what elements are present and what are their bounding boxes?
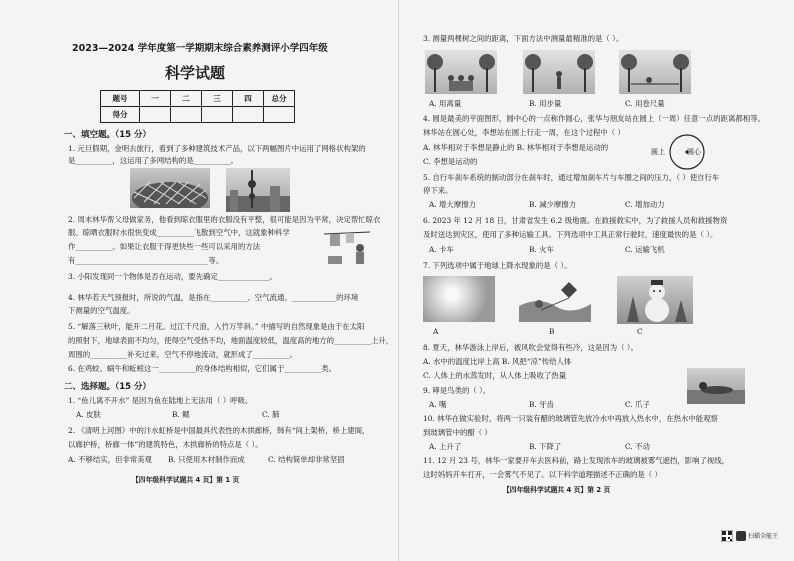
score-cell: 一 [140, 91, 171, 107]
q3-photo-c [619, 50, 691, 94]
text-line: 3. 小阳发现同一个物体是否在运动，要先确定______________。 [68, 272, 277, 281]
question-11-line: 11. 12 月 23 号，林华一家要开车去医科前，路上发现浓车的玻璃被雾气遮挡，影响了视线， [423, 456, 730, 465]
score-cell: 得分 [101, 107, 140, 123]
exam-header-title: 2023—2024 学年度第一学期期末综合素养测评小学四年级 [72, 43, 328, 54]
question-6-line: 6. 2023 年 12 月 18 日，甘肃省发生 6.2 级地震。在救援救实中，为了救援人员和救援物资 [423, 216, 728, 225]
text-line: 下测量的空气温度。 [68, 306, 135, 315]
question-11-line: 这时妈妈开车打开，一会雾气不见了。以下科学道理描述不正确的是（ ） [423, 470, 662, 479]
q10-option-a: A. 上升了 [429, 442, 462, 451]
q3-option-a: A. 用离量 [429, 99, 462, 108]
q3-option-b: B. 用步量 [529, 99, 562, 108]
text-line: 1. 元旦假期，金明去旅行，看到了多种建筑技术产品，以下两幅图片中运用了网格状构架的 [68, 144, 366, 153]
score-cell [140, 107, 171, 123]
right-page [399, 0, 794, 561]
snowman-icon [617, 276, 693, 324]
question-7: 7. 下列选项中属于地球上降水现象的是（ ）。 [423, 261, 572, 270]
score-cell: 总分 [264, 91, 295, 107]
question-9: 9. 哮是鸟类的（ ）。 [423, 386, 491, 395]
subject-title: 科学试题 [165, 64, 226, 82]
q6-option-b: B. 火车 [529, 245, 554, 254]
left-page-footer: 【四年级科学试题共 4 页】第 1 页 [132, 476, 240, 484]
kite-child-icon [519, 276, 591, 322]
section-fill-blank: 一、填空题。（15 分） [64, 130, 152, 140]
text-line: 有____________________________________等。 [68, 256, 224, 265]
circle-center-label: 圆心 [687, 148, 701, 156]
right-page-footer: 【四年级科学试题共 4 页】第 2 页 [503, 486, 611, 494]
text-line: 4. 林华若天气预报时，所说的气温，是指在__________、空气流通、____________的环境 [68, 293, 359, 302]
q2-option-a: A. 不够结实，但非常美观 [68, 455, 152, 464]
q6-option-c: C. 运输飞机 [625, 245, 665, 254]
q7-photo-kite [519, 276, 591, 322]
q9-option-b: B. 牙齿 [529, 400, 554, 409]
q1-option-a: A. 皮肤 [76, 410, 101, 419]
q7-option-c: C [637, 327, 643, 336]
question-4-line: C. 李想是运动的 [423, 157, 478, 166]
birds-nest-stadium-photo [130, 168, 210, 208]
score-cell [171, 107, 202, 123]
trees-walker-icon [523, 50, 595, 94]
q10-option-b: B. 下降了 [529, 442, 562, 451]
question-2-line: 以廊护桥，桥廊一体”的建筑特色，木拱廊桥的特点是（ ）。 [68, 440, 263, 449]
q5-option-b: B. 减少摩擦力 [529, 200, 577, 209]
q7-photo-sun [423, 276, 495, 322]
scanner-watermark [721, 530, 791, 542]
swimmer-icon [687, 368, 745, 404]
question-2-line: 2. 《清明上河图》中的汴水虹桥是中国最具代表性的木拱廊桥，韩有“间上架桥，桥上建阁， [68, 426, 370, 435]
watermark-text: 扫描全能王 [748, 533, 779, 540]
q5-option-c: C. 增加动力 [625, 200, 665, 209]
clothesline-icon [322, 226, 372, 268]
text-line: 作__________。如果让衣服干得更快些一些可以采用的方法 [68, 242, 261, 251]
q7-photo-snowman [617, 276, 693, 324]
score-cell: 三 [202, 91, 233, 107]
q10-option-c: C. 不动 [625, 442, 650, 451]
q3-option-c: C. 用卷尺量 [625, 99, 665, 108]
trees-people-icon [425, 50, 497, 94]
stadium-lattice-icon [130, 168, 210, 208]
q3-photo-a [425, 50, 497, 94]
question-4-line: 林华站在圆心处，李想站在圆上行走一周，在这个过程中（ ） [423, 128, 625, 137]
tower-skyline-icon [226, 168, 290, 212]
q6-option-a: A. 卡车 [429, 245, 454, 254]
q3-photo-b [523, 50, 595, 94]
text-line: 5. “解落三秋叶，能开二月花。过江千尺浪，入竹万竿斜。” 中描写的自然现象是由于在太阳 [68, 322, 365, 331]
circle-diagram [651, 132, 711, 172]
q9-option-c: C. 爪子 [625, 400, 650, 409]
score-table-row [101, 107, 295, 123]
q2-option-b: B. 只使用木材制作而成 [168, 455, 245, 464]
laundry-illustration [322, 226, 372, 268]
q2-option-c: C. 结构简单却非常坚固 [268, 455, 345, 464]
question-4-line: 4. 圆是最美的平面图形，圆中心的一点称作圆心，张华与朋友站在圆上（一周）任意一点的距离都相等。 [423, 114, 765, 123]
score-table [100, 90, 295, 123]
tv-tower-city-photo [226, 168, 290, 212]
score-cell [264, 107, 295, 123]
score-cell: 题号 [101, 91, 140, 107]
question-5-line: 5. 自行车刹车系统的制动部分在刹车时，通过增加刹车片与车圈之间的压力，（ ）使自行车 [423, 173, 720, 182]
score-cell [202, 107, 233, 123]
q7-option-b: B [549, 327, 555, 336]
q8-swimmer-photo [687, 368, 745, 404]
circle-outer-label: 圆上 [651, 148, 665, 156]
q5-option-a: A. 增大摩擦力 [429, 200, 476, 209]
score-cell: 四 [233, 91, 264, 107]
text-line: 的照射下，地球表面不均匀，使得空气受热不均，地面温度较低，温度高的地方的__________上升， [68, 336, 394, 345]
question-4-line: A. 林华相对于李想是静止的 B. 林华相对于李想是运动的 [423, 143, 609, 152]
q9-option-a: A. 嘴 [429, 400, 447, 409]
q1-option-c: C. 肺 [262, 410, 280, 419]
question-1: 1. “鱼儿离不开水” 是因为鱼在陆地上无法用（ ）呼吸。 [68, 396, 253, 405]
q7-option-a: A [433, 327, 439, 336]
qr-code-icon [721, 530, 733, 542]
section-multiple-choice: 二、选择题。（15 分） [64, 382, 152, 392]
score-table-row [101, 91, 295, 107]
question-3: 3. 测量两棵树之间的距离，下面方法中测量最精准的是（ ）。 [423, 34, 624, 43]
question-8-line: 8. 夏天，林华游泳上岸后，被风吹会觉得有些冷，这是因为（ ）。 [423, 343, 638, 352]
camscanner-logo-icon [736, 531, 746, 541]
question-8-line: A. 水中的温度比岸上高 B. 风把“凉”传给人体 [423, 357, 572, 366]
text-line: 6. 在鸡蛟、蜗牛和蚯蚓这一__________的身体结构相似，它们属于__________类。 [68, 364, 337, 373]
text-line: 是__________，这运用了多网结构的是__________。 [68, 156, 238, 165]
question-6-line: 及时送达到灾区，使用了多种运输工具。下列选项中工具正常行驶时，速度最快的是（ ）。 [423, 230, 718, 239]
question-10-line: 到玻璃管中的醋（ ） [423, 428, 492, 437]
question-10-line: 10. 林华在做实验时，将两一只装有醋的玻璃管先放冷水中再放入热水中，在热水中能观察 [423, 414, 718, 423]
trees-tape-icon [619, 50, 691, 94]
score-cell: 二 [171, 91, 202, 107]
q1-option-b: B. 鳃 [172, 410, 190, 419]
score-cell [233, 107, 264, 123]
text-line: 2. 周末林华帮父母做家务，他看到晾衣服里的衣服没有平整，很可能是因为平常，决定帮忙晾衣 [68, 215, 381, 224]
question-8-line: C. 人体上的水蒸发时，从人体上吸收了热量 [423, 371, 567, 380]
text-line: 周围的__________补充过来，空气不停地流动，就形成了__________。 [68, 350, 298, 359]
question-5-line: 停下来。 [423, 186, 453, 195]
text-line: 服。晾晒衣服时水很快变成__________飞散到空气中，这就象种科学 [68, 228, 290, 237]
